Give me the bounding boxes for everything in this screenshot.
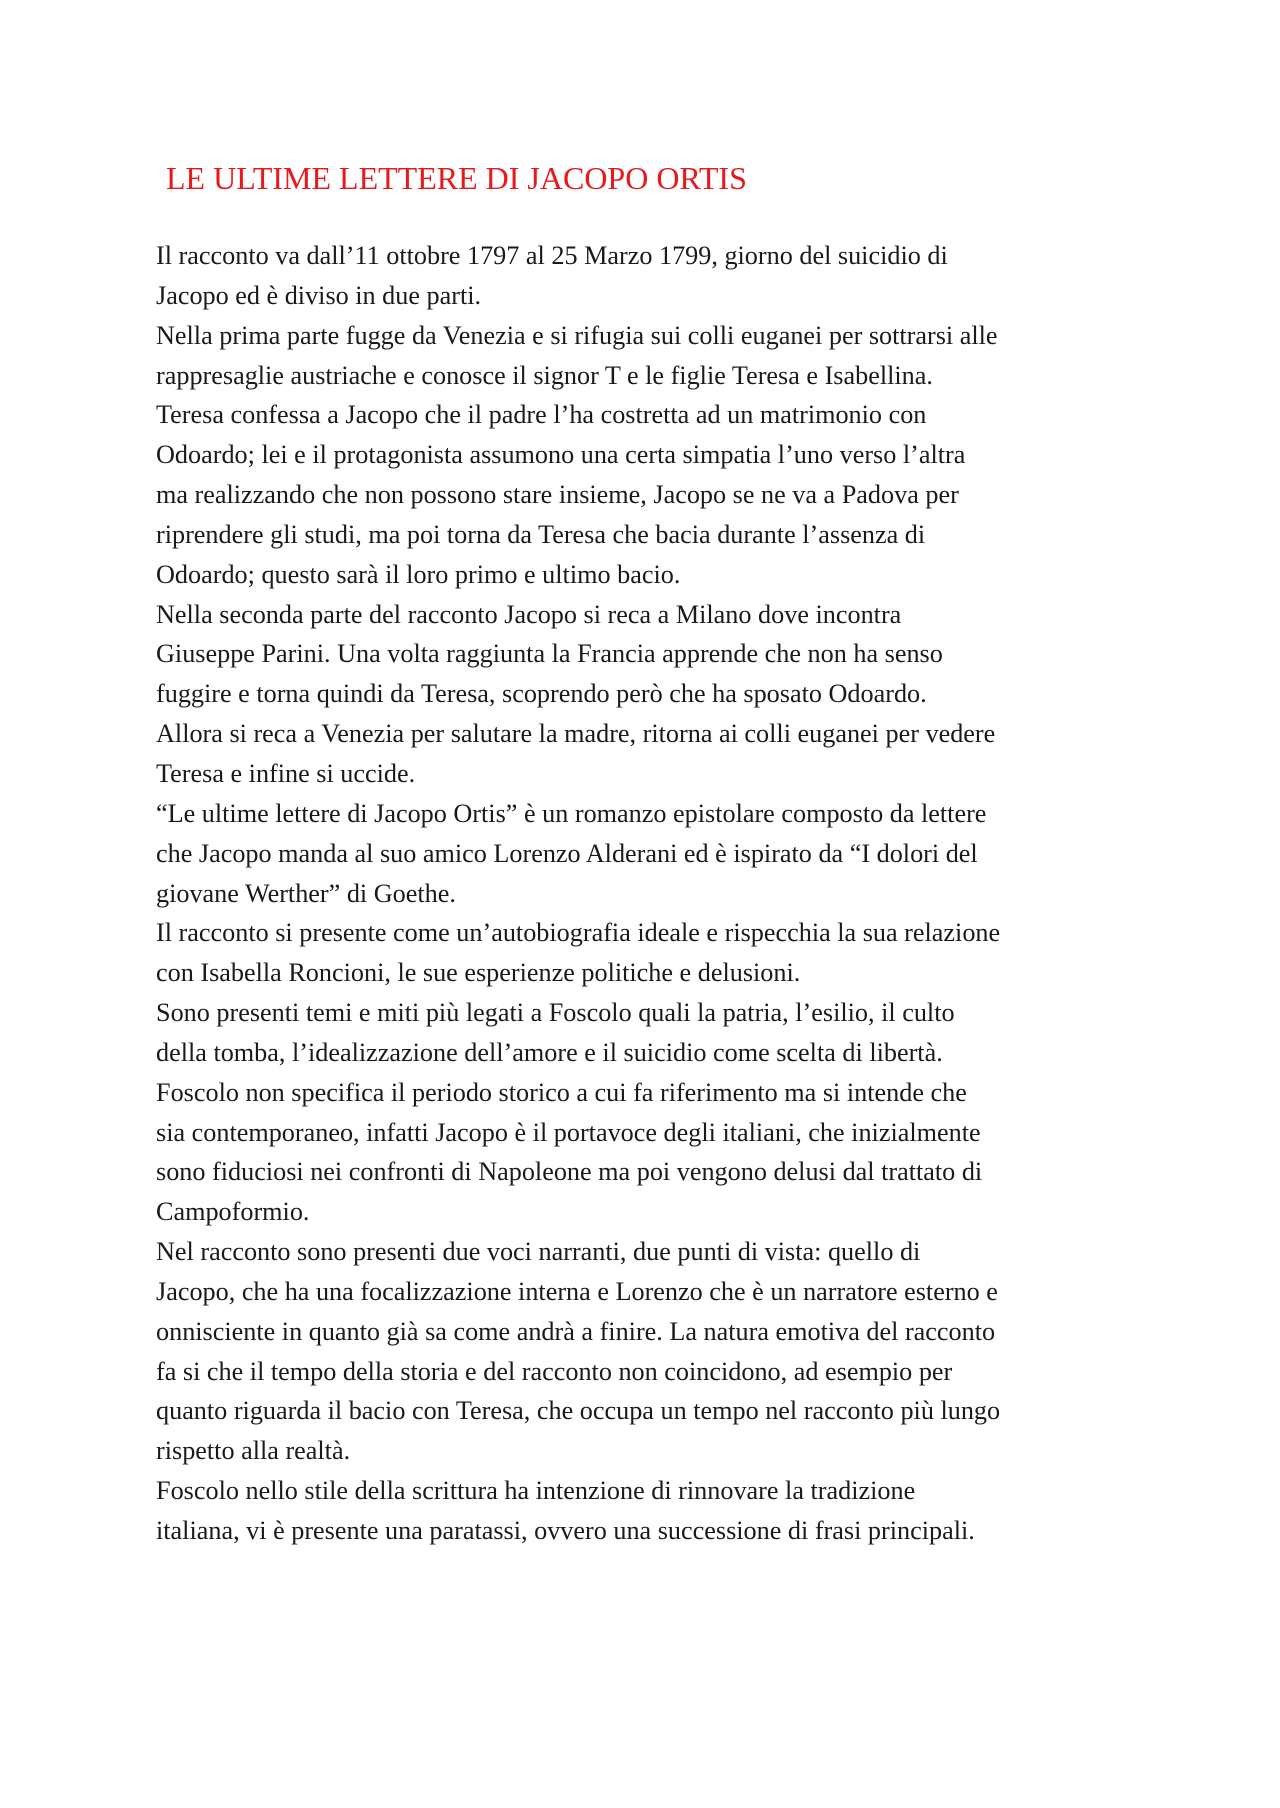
text-line: onnisciente in quanto già sa come andrà a finire. La natura emotiva del racconto (156, 1316, 996, 1346)
text-line: fuggire e torna quindi da Teresa, scoprendo però che ha sposato Odoardo. (156, 679, 927, 709)
document-body (156, 236, 1136, 1551)
text-line: rispetto alla realtà. (156, 1436, 351, 1466)
text-line: Sono presenti temi e miti più legati a Foscolo quali la patria, l’esilio, il culto (156, 998, 955, 1028)
text-line: sono fiduciosi nei confronti di Napoleone ma poi vengono delusi dal trattato di (156, 1157, 983, 1187)
document-title: LE ULTIME LETTERE DI JACOPO ORTIS (166, 160, 747, 196)
text-line: Teresa confessa a Jacopo che il padre l’ha costretta ad un matrimonio con (156, 400, 927, 430)
text-line: Il racconto va dall’11 ottobre 1797 al 25 Marzo 1799, giorno del suicidio di (156, 241, 948, 270)
text-line: Giuseppe Parini. Una volta raggiunta la Francia apprende che non ha senso (156, 639, 943, 669)
text-line: Campoformio. (156, 1197, 310, 1227)
text-line: Foscolo non specifica il periodo storico a cui fa riferimento ma si intende che (156, 1077, 967, 1107)
text-line: rappresaglie austriache e conosce il signor T e le figlie Teresa e Isabellina. (156, 360, 933, 390)
text-line: della tomba, l’idealizzazione dell’amore e il suicidio come scelta di libertà. (156, 1037, 943, 1067)
text-line: riprendere gli studi, ma poi torna da Teresa che bacia durante l’assenza di (156, 519, 926, 549)
text-line: Jacopo, che ha una focalizzazione interna e Lorenzo che è un narratore esterno e (156, 1276, 998, 1306)
text-line: ma realizzando che non possono stare insieme, Jacopo se ne va a Padova per (156, 480, 959, 510)
text-line: Jacopo ed è diviso in due parti. (156, 280, 482, 310)
text-line: Allora si reca a Venezia per salutare la madre, ritorna ai colli euganei per vedere (156, 719, 996, 749)
text-line: Nel racconto sono presenti due voci narranti, due punti di vista: quello di (156, 1237, 921, 1267)
text-line: Il racconto si presente come un’autobiografia ideale e rispecchia la sua relazione (156, 918, 1001, 948)
text-line: sia contemporaneo, infatti Jacopo è il portavoce degli italiani, che inizialmente (156, 1117, 981, 1147)
text-line: con Isabella Roncioni, le sue esperienze politiche e delusioni. (156, 958, 801, 988)
text-line: Odoardo; questo sarà il loro primo e ultimo bacio. (156, 559, 681, 589)
text-line: quanto riguarda il bacio con Teresa, che occupa un tempo nel racconto più lungo (156, 1396, 1001, 1426)
text-line: Teresa e infine si uccide. (156, 758, 416, 788)
text-line: giovane Werther” di Goethe. (156, 878, 456, 908)
text-line: fa si che il tempo della storia e del racconto non coincidono, ad esempio per (156, 1356, 953, 1386)
text-line: Odoardo; lei e il protagonista assumono una certa simpatia l’uno verso l’altra (156, 440, 966, 470)
text-line: italiana, vi è presente una paratassi, ovvero una successione di frasi principali. (156, 1516, 975, 1545)
text-line: che Jacopo manda al suo amico Lorenzo Alderani ed è ispirato da “I dolori del (156, 838, 978, 868)
text-line: “Le ultime lettere di Jacopo Ortis” è un romanzo epistolare composto da lettere (156, 798, 987, 828)
text-line: Foscolo nello stile della scrittura ha intenzione di rinnovare la tradizione (156, 1476, 916, 1506)
text-line: Nella seconda parte del racconto Jacopo si reca a Milano dove incontra (156, 599, 902, 629)
text-line: Nella prima parte fugge da Venezia e si rifugia sui colli euganei per sottrarsi alle (156, 320, 998, 350)
